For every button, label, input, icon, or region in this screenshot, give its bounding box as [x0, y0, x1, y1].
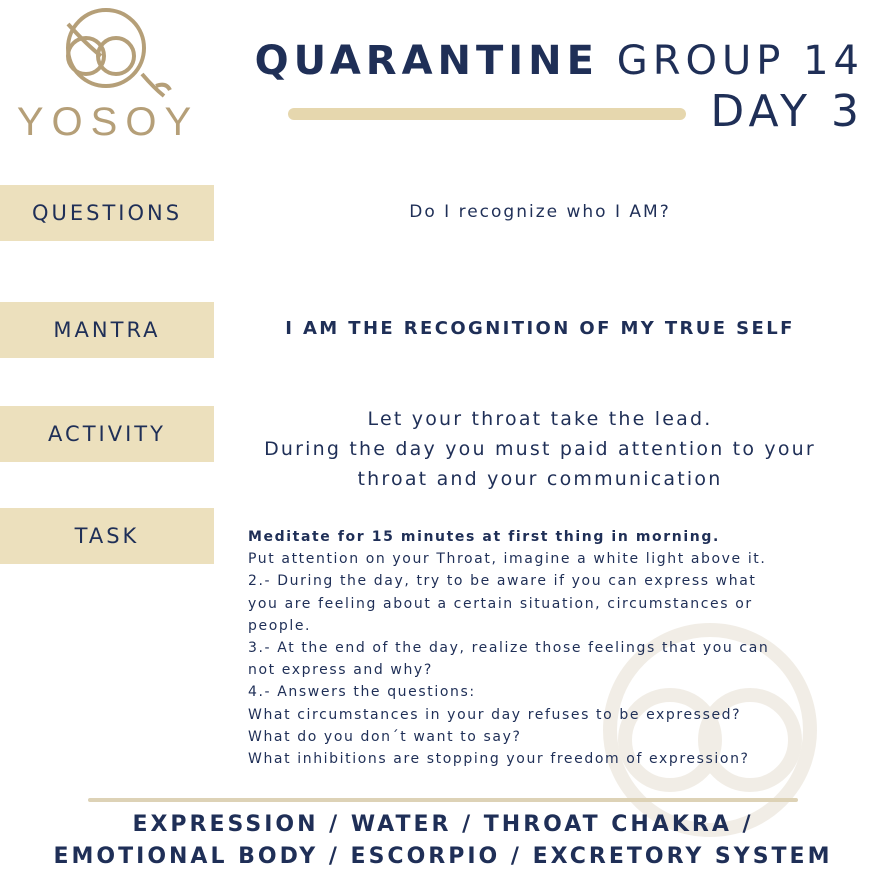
footer-line-1: EXPRESSION / WATER / THROAT CHAKRA / [132, 812, 754, 837]
title-bold-part: QUARANTINE [254, 38, 599, 84]
activity-text [230, 404, 850, 494]
task-line: 3.- At the end of the day, realize those feelings that you can [248, 640, 770, 657]
task-lead: Meditate for 15 minutes at first thing in morning. [248, 529, 720, 545]
task-line: people. [248, 617, 312, 634]
footer-divider [88, 798, 798, 802]
footer-line-2: EMOTIONAL BODY / ESCORPIO / EXCRETORY SYSTEM [53, 844, 833, 869]
task-line: 2.- During the day, try to be aware if you can express what [248, 573, 757, 590]
task-line: What inhibitions are stopping your freedom of expression? [248, 751, 750, 768]
day-label: DAY 3 [710, 86, 864, 137]
task-label: TASK [0, 508, 214, 564]
mantra-label: MANTRA [0, 302, 214, 358]
task-line: 4.- Answers the questions: [248, 684, 476, 701]
mantra-text: I AM THE RECOGNITION OF MY TRUE SELF [285, 318, 795, 339]
task-line: not express and why? [248, 662, 433, 679]
title-group-part: GROUP 14 [616, 38, 864, 84]
yosoy-logo-icon [46, 4, 176, 104]
task-line: Put attention on your Throat, imagine a white light above it. [248, 551, 767, 568]
activity-line: Let your throat take the lead. [367, 408, 713, 430]
task-line: you are feeling about a certain situation, circumstances or [248, 595, 753, 612]
task-line: What do you don´t want to say? [248, 728, 522, 745]
activity-label: ACTIVITY [0, 406, 214, 462]
page-title [255, 38, 864, 84]
question-text: Do I recognize who I AM? [409, 202, 671, 222]
activity-line: During the day you must paid attention to your [264, 438, 816, 460]
task-text [248, 526, 868, 770]
questions-label: QUESTIONS [0, 185, 214, 241]
brand-name: YOSOY [16, 100, 200, 144]
title-underline [288, 108, 686, 120]
task-line: What circumstances in your day refuses to be expressed? [248, 706, 742, 723]
activity-line: throat and your communication [357, 468, 723, 490]
